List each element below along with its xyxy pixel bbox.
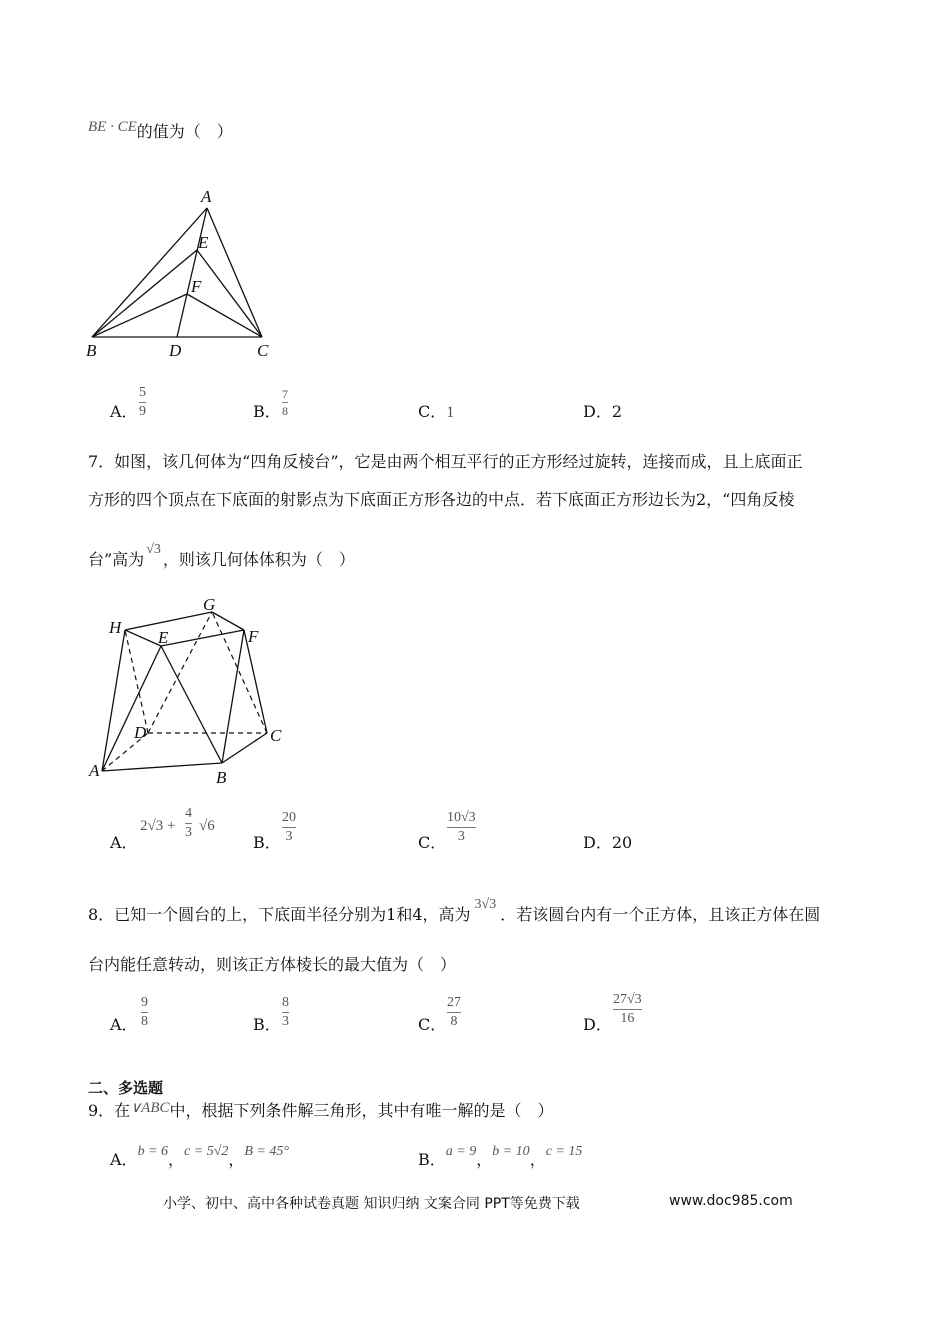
label-H: H [109, 618, 122, 637]
q7-line1: 7．如图，该几何体为“四角反棱台”，它是由两个相互平行的正方形经过旋转，连接而成，且上底面正 [88, 452, 803, 471]
q8-option-d-letter: D． [583, 1015, 612, 1034]
q8-option-c-letter: C． [418, 1015, 447, 1034]
option-b-b: b = 10 [492, 1144, 530, 1159]
denominator: 8 [450, 1014, 458, 1029]
q8-option-d-fraction [613, 992, 642, 1027]
q7-line2: 方形的四个顶点在下底面的射影点为下底面正方形各边的中点．若下底面正方形边长为2，“四角反棱 [88, 490, 795, 509]
label-D: D [169, 341, 182, 360]
label-F: F [191, 277, 202, 296]
q7-option-c-letter: C． [418, 833, 447, 852]
footer-url[interactable]: www.doc985.com [669, 1193, 793, 1209]
numerator: 8 [282, 995, 289, 1010]
q8-line1-a: 8．已知一个圆台的上，下底面半径分别为1和4，高为 [88, 905, 471, 924]
denominator: 16 [620, 1011, 635, 1026]
numerator: 27 [447, 995, 461, 1010]
denominator: 9 [139, 404, 146, 419]
q7-height-value: √3 [146, 542, 161, 557]
q8-line1-b: ．若该圆台内有一个正方体，且该正方体在圆 [500, 905, 821, 924]
q9-triangle-expr: ∨ABC [130, 1100, 170, 1116]
q8-line2: 台内能任意转动，则该正方体棱长的最大值为（ ） [88, 955, 457, 974]
q7-option-a-part1: 2√3 + [140, 818, 176, 834]
footer-text: 小学、初中、高中各种试卷真题 知识归纳 文案合同 PPT等免费下载 [163, 1196, 580, 1212]
label-F: F [248, 627, 259, 646]
option-a-c: c = 5√2 [184, 1144, 229, 1159]
label-C: C [257, 341, 269, 360]
denominator: 8 [141, 1014, 148, 1029]
section-heading: 二、多选题 [88, 1079, 164, 1097]
q9-option-b: B．a = 9，b = 10，c = 15 [418, 1144, 583, 1169]
antiprism-figure [85, 595, 295, 790]
option-value: 1 [446, 404, 455, 421]
label-E: E [198, 233, 209, 252]
denominator: 3 [185, 825, 192, 840]
q8-option-a-fraction [141, 995, 148, 1030]
option-b-a: a = 9 [445, 1144, 477, 1159]
q9-line [88, 1101, 554, 1122]
q9-option-a: A．b = 6，c = 5√2，B = 45° [110, 1144, 290, 1169]
q6-text: 的值为（ ） [136, 122, 233, 141]
q6-option-b-letter: B． [253, 402, 281, 421]
q8-line1 [88, 897, 821, 927]
option-letter: B． [418, 1150, 446, 1169]
option-letter: D． [583, 833, 612, 852]
label-B: B [216, 768, 227, 787]
q8-option-c-fraction [447, 995, 461, 1030]
numerator: 27√3 [613, 992, 642, 1007]
q7-line3-b: ，则该几何体体积为（ ） [162, 550, 355, 569]
q8-height-value: 3√3 [474, 897, 497, 912]
denominator: 3 [282, 1014, 289, 1029]
option-letter: D． [583, 402, 612, 421]
option-value: 2 [611, 402, 623, 421]
numerator: 10√3 [447, 810, 476, 825]
label-G: G [203, 595, 216, 614]
q7-option-a-fraction [185, 806, 192, 841]
q8-option-b-letter: B． [253, 1015, 281, 1034]
option-a-angle: B = 45° [244, 1144, 290, 1159]
q6-option-a-letter: A． [110, 402, 138, 421]
label-C: C [270, 726, 282, 745]
q9-text-a: 9．在 [88, 1101, 131, 1120]
q7-line3 [88, 542, 355, 572]
numerator: 9 [141, 995, 148, 1010]
denominator: 3 [457, 829, 465, 844]
q7-option-c-fraction [447, 810, 476, 845]
denominator: 8 [282, 404, 288, 418]
label-D: D [134, 723, 147, 742]
q6-option-b-fraction [282, 387, 288, 418]
label-A: A [89, 761, 100, 780]
option-letter: C． [418, 402, 447, 421]
label-B: B [86, 341, 97, 360]
q7-option-d [583, 833, 632, 853]
q8-option-a-letter: A． [110, 1015, 138, 1034]
triangle-figure [80, 180, 290, 365]
q7-option-a-letter: A． [110, 833, 138, 852]
label-E: E [158, 628, 169, 647]
label-A: A [201, 187, 212, 206]
q6-expr: BE · CE [88, 119, 137, 135]
numerator: 4 [185, 806, 192, 821]
q6-tail [88, 119, 233, 143]
denominator: 3 [285, 829, 293, 844]
q6-option-d [583, 402, 622, 422]
option-b-c: c = 15 [545, 1144, 583, 1159]
q6-option-a-fraction [139, 385, 146, 420]
q9-text-b: 中，根据下列条件解三角形，其中有唯一解的是（ ） [169, 1101, 554, 1120]
q8-option-b-fraction [282, 995, 289, 1030]
q6-option-c [418, 402, 454, 423]
numerator: 20 [282, 810, 296, 825]
q7-option-a-part2: √6 [199, 818, 215, 834]
option-letter: A． [110, 1150, 138, 1169]
q7-option-b-letter: B． [253, 833, 281, 852]
numerator: 5 [139, 385, 146, 400]
q7-line3-a: 台”高为 [88, 550, 145, 569]
option-value: 20 [611, 833, 633, 852]
q7-option-b-fraction [282, 810, 296, 845]
numerator: 7 [282, 387, 288, 401]
option-a-b: b = 6 [137, 1144, 169, 1159]
